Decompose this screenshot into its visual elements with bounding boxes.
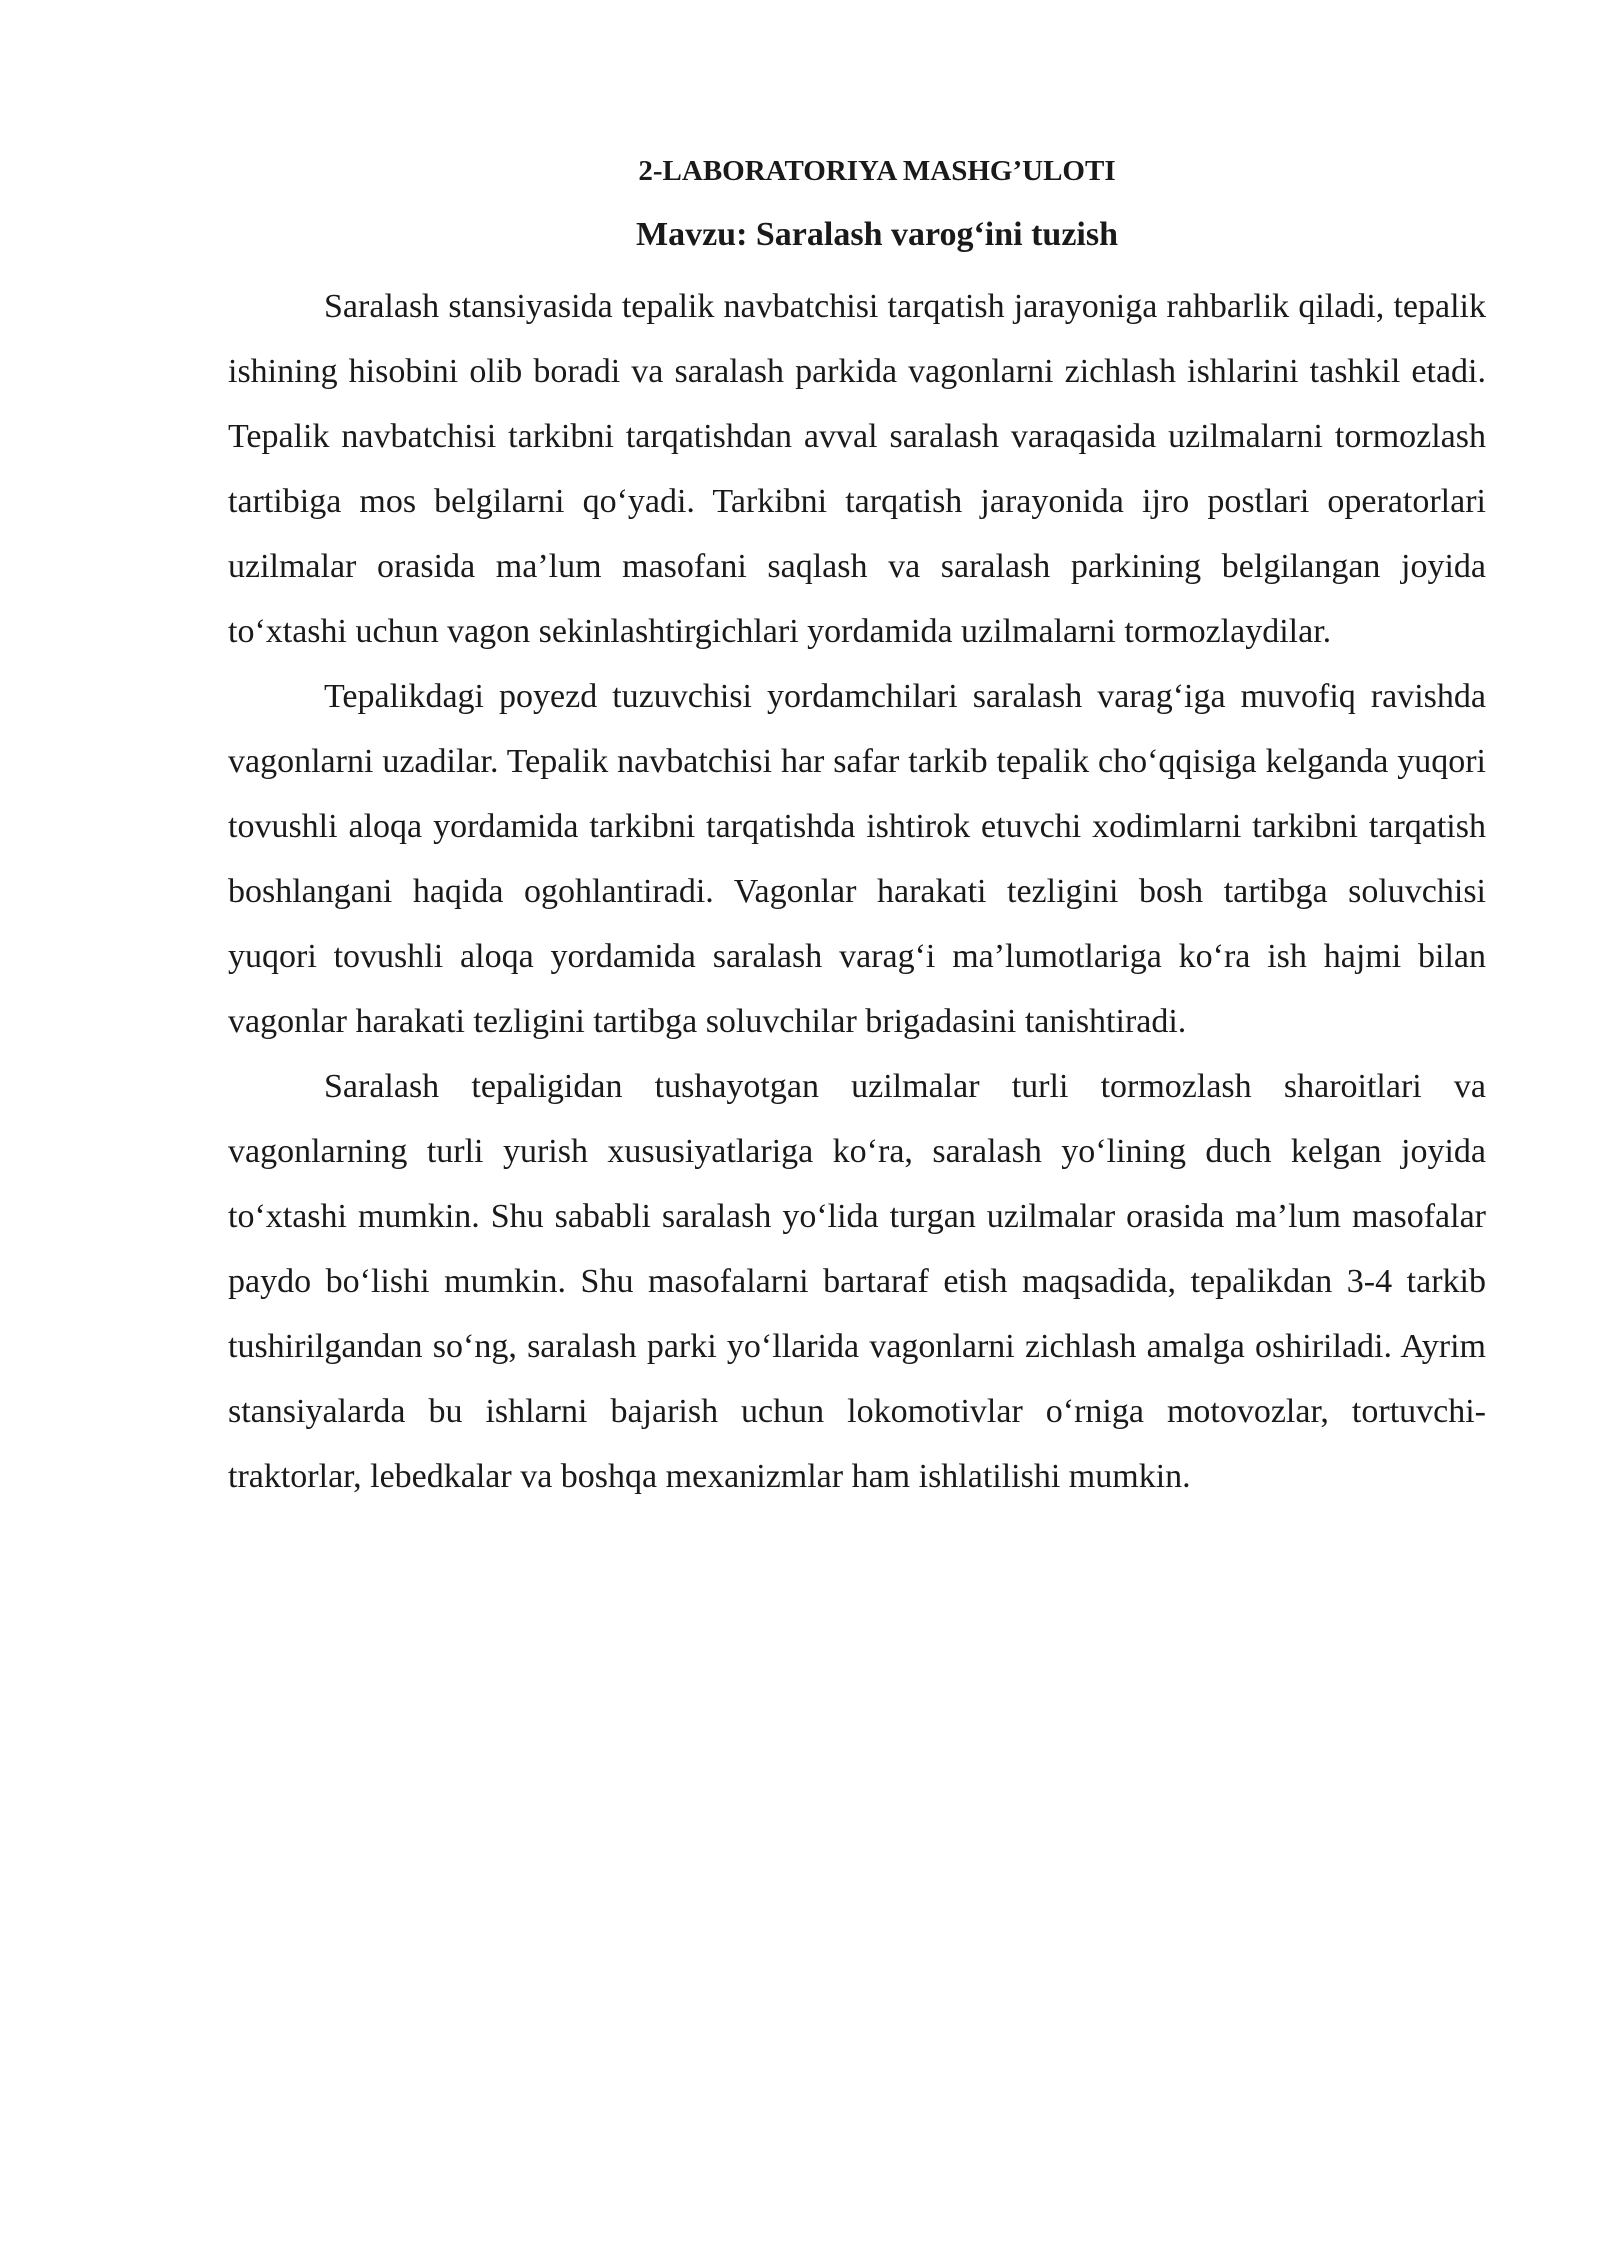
paragraph-1: Saralash stansiyasida tepalik navbatchisi tarqatish jarayoniga rahbarlik qiladi, tepalik ishining hisobini olib boradi va saralash parkida vagonlarni zichlash ishlarini tashkil etadi. Tepalik navbatchisi tarkibni tarqatishdan avval saralash varaqasida uzilmalarni tormozlash tartibiga mos belgilarni qo‘yadi. Tarkibni tarqatish jarayonida ijro postlari operatorlari uzilmalar orasida ma’lum masofani saqlash va saralash parkining belgilangan joyida to‘xtashi uchun vagon sekinlashtirgichlari yordamida uzilmalarni tormozlaydilar. xyxy=(228,288,1486,650)
paragraph-3: Saralash tepaligidan tushayotgan uzilmalar turli tormozlash sharoitlari va vagonlarning turli yurish xususiyatlariga ko‘ra, saralash yo‘lining duch kelgan joyida to‘xtashi mumkin. Shu sababli saralash yo‘lida turgan uzilmalar orasida ma’lum masofalar paydo bo‘lishi mumkin. Shu masofalarni bartaraf etish maqsadida, tepalikdan 3-4 tarkib tushirilgandan so‘ng, saralash parki yo‘llarida vagonlarni zichlash amalga oshiriladi. Ayrim stansiyalarda bu ishlarni bajarish uchun lokomotivlar o‘rniga motovozlar, tortuvchi-traktorlar, lebedkalar va boshqa mexanizmlar ham ishlatilishi mumkin. xyxy=(228,1068,1486,1495)
document-heading: 2-LABORATORIYA MASHG’ULOTI xyxy=(638,155,1116,187)
document-body xyxy=(228,150,1486,1509)
paragraph-2: Tepalikdagi poyezd tuzuvchisi yordamchilari saralash varag‘iga muvofiq ravishda vagonlarni uzadilar. Tepalik navbatchisi har safar tarkib tepalik cho‘qqisiga kelganda yuqori tovushli aloqa yordamida tarkibni tarqatishda ishtirok etuvchi xodimlarni tarkibni tarqatish boshlangani haqida ogohlantiradi. Vagonlar harakati tezligini bosh tartibga soluvchisi yuqori tovushli aloqa yordamida saralash varag‘i ma’lumotlariga ko‘ra ish hajmi bilan vagonlar harakati tezligini tartibga soluvchilar brigadasini tanishtiradi. xyxy=(228,678,1486,1040)
document-subheading: Mavzu: Saralash varog‘ini tuzish xyxy=(635,216,1118,253)
